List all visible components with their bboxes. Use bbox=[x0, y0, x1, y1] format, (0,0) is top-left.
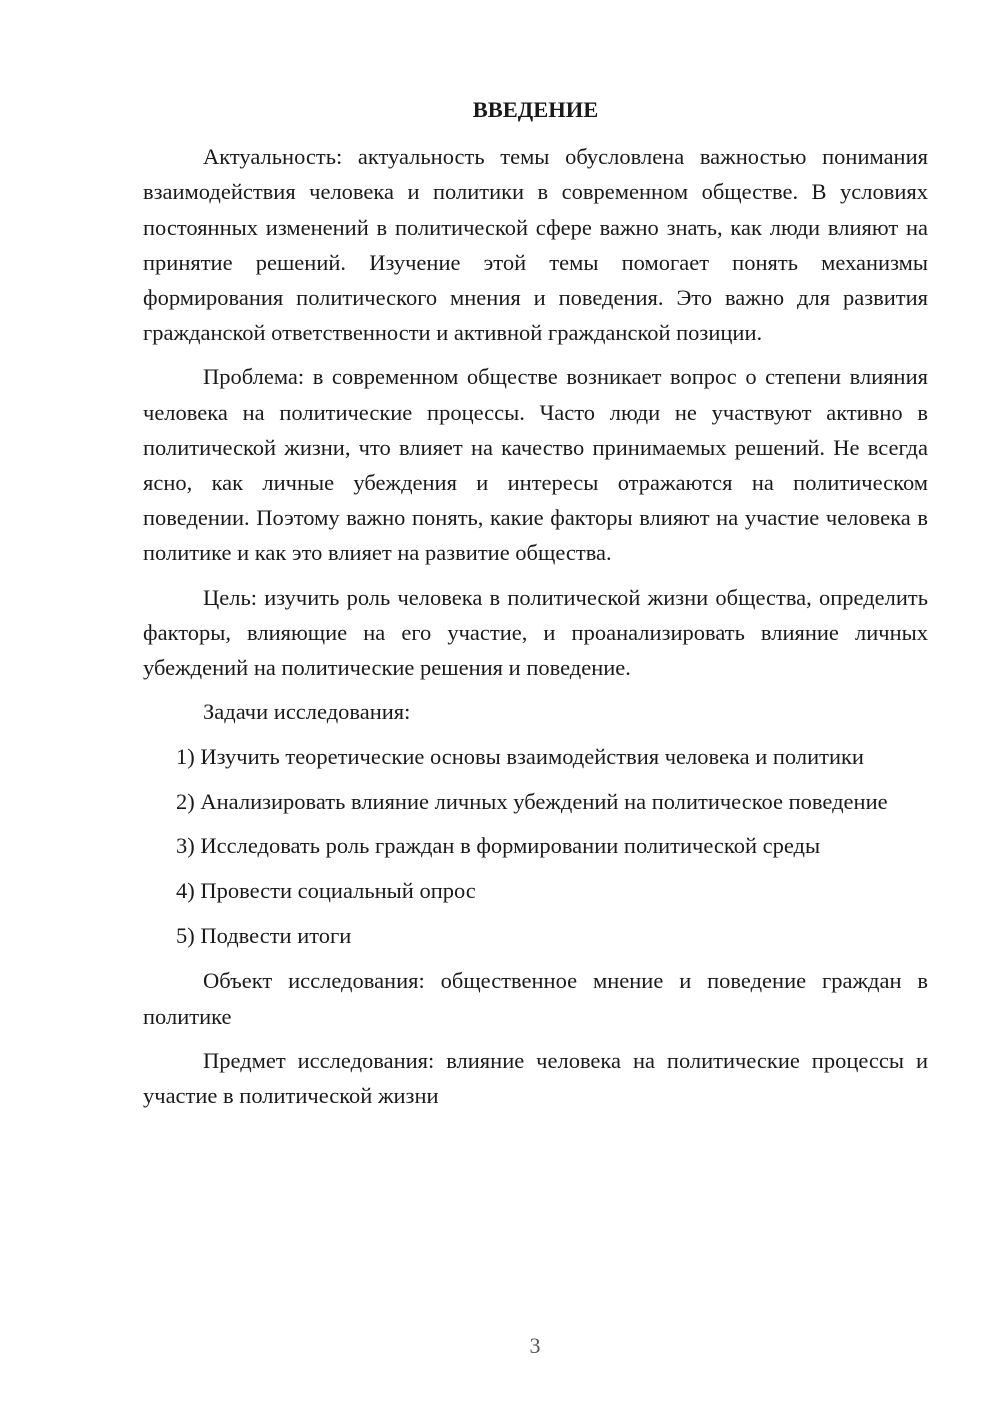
object-paragraph: Объект исследования: общественное мнение и поведение граждан в политике bbox=[143, 968, 928, 1029]
task-item: 2) Анализировать влияние личных убеждений на политическое поведение bbox=[176, 788, 888, 814]
problem-paragraph: Проблема: в современном обществе возникает вопрос о степени влияния человека на политические процессы. Часто люди не участвуют активно в политической жизни, что влияет на качество принимаемых решений. Не всегда ясно, как личные убеждения и интересы отражаются на политическом поведении. Поэтому важно понять, какие факторы влияют на участие человека в политике и как это влияет на развитие общества. bbox=[143, 364, 928, 566]
page-number: 3 bbox=[529, 1333, 541, 1358]
goal-paragraph: Цель: изучить роль человека в политической жизни общества, определить факторы, влияющие на его участие, и проанализировать влияние личных убеждений на политические решения и поведение. bbox=[143, 584, 928, 681]
page-title: ВВЕДЕНИЕ bbox=[472, 97, 599, 122]
task-item: 1) Изучить теоретические основы взаимодействия человека и политики bbox=[176, 744, 864, 770]
subject-paragraph: Предмет исследования: влияние человека на политические процессы и участие в политической жизни bbox=[143, 1047, 928, 1109]
page-content bbox=[143, 92, 928, 1122]
task-item: 3) Исследовать роль граждан в формировании политической среды bbox=[176, 832, 821, 858]
task-item: 4) Провести социальный опрос bbox=[176, 878, 476, 904]
relevance-paragraph: Актуальность: актуальность темы обусловлена важностью понимания взаимодействия человека и политики в современном обществе. В условиях постоянных изменений в политической сфере важно знать, как люди влияют на принятие решений. Изучение этой темы помогает понять механизмы формирования политического мнения и поведения. Это важно для развития гражданской ответственности и активной гражданской позиции. bbox=[143, 144, 928, 346]
task-item: 5) Подвести итоги bbox=[176, 923, 352, 949]
tasks-heading: Задачи исследования: bbox=[203, 699, 411, 725]
